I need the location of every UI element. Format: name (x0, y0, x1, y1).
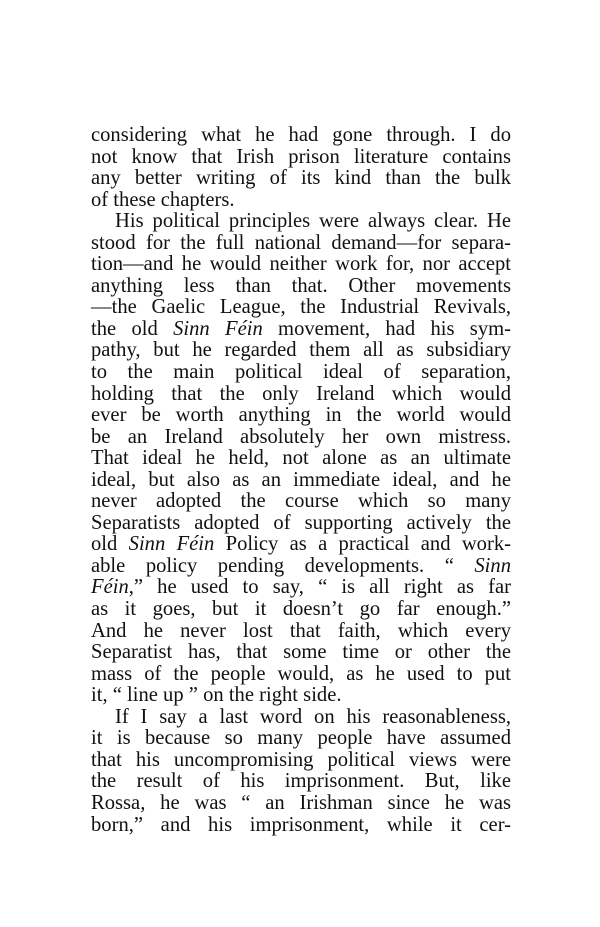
text-line (91, 771, 511, 793)
text-line (91, 577, 511, 599)
text-line (91, 793, 511, 815)
text-segment: of these chapters. (91, 188, 235, 211)
text-segment: Separatist has, that some time or other the (91, 641, 511, 664)
text-line (91, 642, 511, 664)
text-segment: And he never lost that faith, which every (91, 619, 511, 642)
text-segment: tion—and he would neither work for, nor accept (91, 253, 511, 276)
italic-text-segment: Féin (91, 576, 129, 599)
text-segment: as it goes, but it doesn’t go far enough.” (91, 598, 511, 621)
text-line (91, 427, 511, 449)
text-segment: to the main political ideal of separation, (91, 361, 511, 384)
italic-text-segment: Sinn Féin (128, 533, 215, 556)
text-segment: be an Ireland absolutely her own mistress. (91, 425, 511, 448)
text-line (91, 599, 511, 621)
italic-text-segment: Sinn Féin (173, 317, 263, 340)
text-line (91, 556, 511, 578)
italic-text-segment: Sinn (474, 554, 511, 577)
text-segment: that his uncompromising political views were (91, 748, 511, 771)
text-segment: —the Gaelic League, the Industrial Revivals, (91, 296, 511, 319)
text-segment: Policy as a practical and work- (214, 533, 511, 556)
text-segment: His political principles were always clear. He (115, 210, 511, 233)
text-segment: the result of his imprisonment. But, like (91, 770, 511, 793)
text-line (91, 384, 511, 406)
text-line (91, 233, 511, 255)
text-line (91, 815, 511, 837)
text-line (91, 448, 511, 470)
text-line (91, 664, 511, 686)
text-segment: pathy, but he regarded them all as subsidiary (91, 339, 511, 362)
text-segment: ,” he used to say, “ is all right as far (128, 576, 511, 599)
text-line (91, 513, 511, 535)
text-line (91, 168, 511, 190)
text-line (91, 707, 511, 729)
text-segment: considering what he had gone through. I do (91, 124, 511, 146)
text-line (91, 470, 511, 492)
text-line (91, 362, 511, 384)
text-segment: old (91, 533, 129, 556)
text-line (91, 534, 511, 556)
text-line (91, 750, 511, 772)
text-line (91, 297, 511, 319)
text-line (91, 685, 511, 707)
text-line (91, 190, 511, 212)
text-line (91, 340, 511, 362)
text-line (91, 147, 511, 169)
text-segment: If I say a last word on his reasonableness, (115, 705, 511, 728)
text-line (91, 728, 511, 750)
text-segment: movement, had his sym- (262, 317, 511, 340)
text-line (91, 125, 511, 147)
text-line (91, 405, 511, 427)
text-segment: Separatists adopted of supporting actively the (91, 511, 511, 534)
text-line (91, 211, 511, 233)
text-segment: able policy pending developments. “ (91, 554, 475, 577)
text-line (91, 491, 511, 513)
text-segment: mass of the people would, as he used to put (91, 662, 511, 685)
text-segment: it is because so many people have assumed (91, 727, 511, 750)
text-segment: holding that the only Ireland which would (91, 382, 511, 405)
text-segment: born,” and his imprisonment, while it cer- (91, 813, 511, 836)
text-segment: Rossa, he was “ an Irishman since he was (91, 791, 511, 814)
text-segment: it, “ line up ” on the right side. (91, 684, 342, 707)
text-line (91, 319, 511, 341)
text-segment: not know that Irish prison literature contains (91, 145, 511, 168)
text-segment: any better writing of its kind than the bulk (91, 167, 511, 190)
text-segment: ideal, but also as an immediate ideal, and he (91, 468, 511, 491)
text-segment: stood for the full national demand—for separa- (91, 231, 511, 254)
text-line (91, 621, 511, 643)
text-segment: the old (91, 317, 174, 340)
body-text (91, 125, 511, 836)
text-segment: anything less than that. Other movements (91, 274, 511, 297)
text-segment: never adopted the course which so many (91, 490, 511, 513)
text-line (91, 276, 511, 298)
text-segment: ever be worth anything in the world would (91, 404, 511, 427)
text-line (91, 254, 511, 276)
text-segment: That ideal he held, not alone as an ultimate (91, 447, 511, 470)
